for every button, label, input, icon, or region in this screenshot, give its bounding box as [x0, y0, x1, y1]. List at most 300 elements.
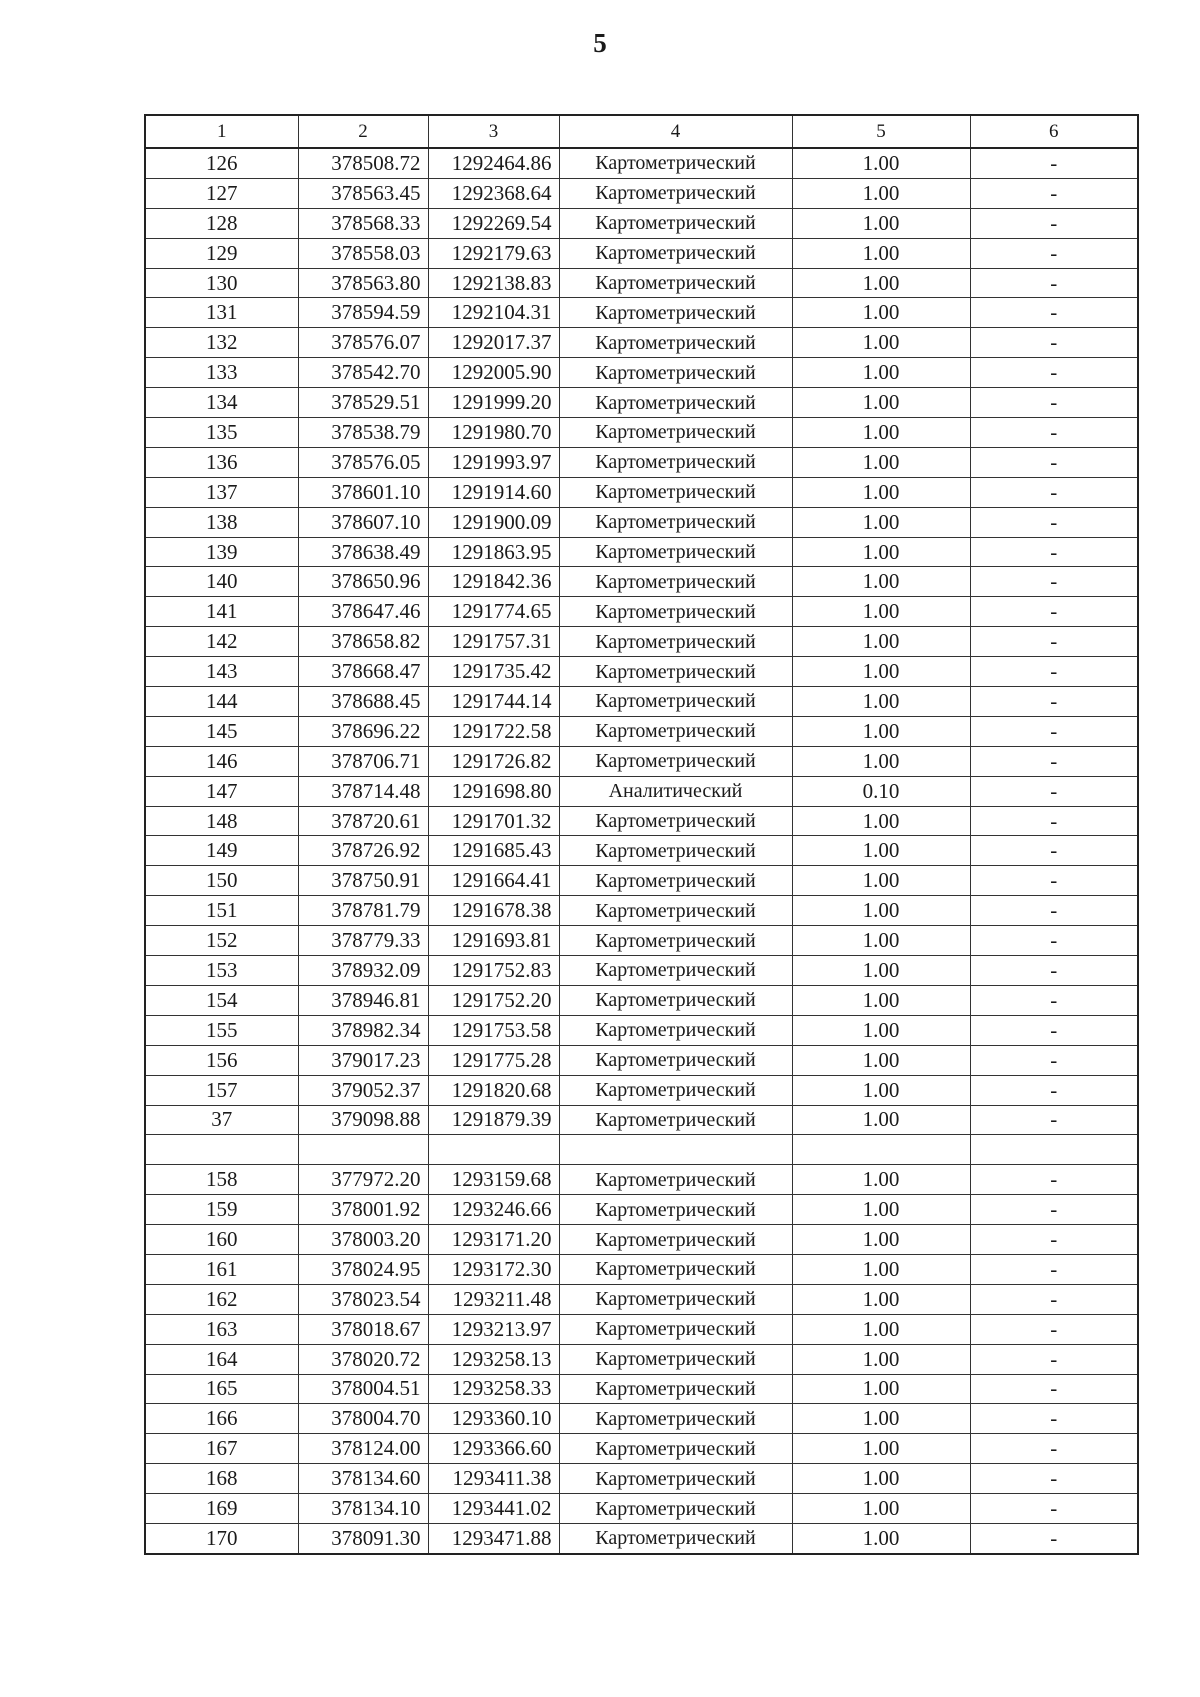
accuracy-cell: 1.00 — [792, 1434, 970, 1464]
column-header: 4 — [559, 115, 792, 148]
x-coordinate-cell: 378001.92 — [298, 1195, 428, 1225]
x-coordinate-cell: 378023.54 — [298, 1284, 428, 1314]
x-coordinate-cell: 378542.70 — [298, 358, 428, 388]
accuracy-cell: 1.00 — [792, 148, 970, 178]
y-coordinate-cell: 1293471.88 — [428, 1523, 559, 1553]
point-number-cell: 144 — [145, 687, 298, 717]
accuracy-cell: 1.00 — [792, 1165, 970, 1195]
y-coordinate-cell: 1293366.60 — [428, 1434, 559, 1464]
note-cell: - — [970, 358, 1138, 388]
point-number-cell: 126 — [145, 148, 298, 178]
y-coordinate-cell: 1293441.02 — [428, 1494, 559, 1524]
table-row — [145, 507, 1138, 537]
table-row — [145, 687, 1138, 717]
table-row — [145, 148, 1138, 178]
point-number-cell: 146 — [145, 746, 298, 776]
x-coordinate-cell: 378004.70 — [298, 1404, 428, 1434]
y-coordinate-cell — [428, 1135, 559, 1165]
x-coordinate-cell: 378020.72 — [298, 1344, 428, 1374]
accuracy-cell: 1.00 — [792, 1105, 970, 1135]
table-row — [145, 477, 1138, 507]
accuracy-cell: 1.00 — [792, 926, 970, 956]
method-cell: Картометрический — [559, 716, 792, 746]
accuracy-cell: 1.00 — [792, 358, 970, 388]
method-cell: Картометрический — [559, 358, 792, 388]
note-cell: - — [970, 1225, 1138, 1255]
table-row — [145, 776, 1138, 806]
y-coordinate-cell: 1291752.83 — [428, 956, 559, 986]
y-coordinate-cell: 1292368.64 — [428, 178, 559, 208]
note-cell: - — [970, 627, 1138, 657]
method-cell: Картометрический — [559, 1075, 792, 1105]
table-row — [145, 537, 1138, 567]
accuracy-cell: 1.00 — [792, 537, 970, 567]
note-cell: - — [970, 1045, 1138, 1075]
x-coordinate-cell: 378563.80 — [298, 268, 428, 298]
method-cell: Картометрический — [559, 836, 792, 866]
point-number-cell: 155 — [145, 1015, 298, 1045]
note-cell: - — [970, 567, 1138, 597]
accuracy-cell: 1.00 — [792, 1284, 970, 1314]
method-cell: Картометрический — [559, 926, 792, 956]
note-cell — [970, 1135, 1138, 1165]
note-cell: - — [970, 208, 1138, 238]
point-number-cell: 142 — [145, 627, 298, 657]
point-number-cell: 134 — [145, 388, 298, 418]
table-row — [145, 746, 1138, 776]
note-cell: - — [970, 328, 1138, 358]
y-coordinate-cell: 1291879.39 — [428, 1105, 559, 1135]
point-number-cell: 168 — [145, 1464, 298, 1494]
note-cell: - — [970, 537, 1138, 567]
y-coordinate-cell: 1291900.09 — [428, 507, 559, 537]
method-cell: Картометрический — [559, 806, 792, 836]
table-row — [145, 1225, 1138, 1255]
method-cell: Аналитический — [559, 776, 792, 806]
method-cell: Картометрический — [559, 148, 792, 178]
accuracy-cell: 1.00 — [792, 447, 970, 477]
table-row — [145, 418, 1138, 448]
note-cell: - — [970, 597, 1138, 627]
y-coordinate-cell: 1291820.68 — [428, 1075, 559, 1105]
y-coordinate-cell: 1291664.41 — [428, 866, 559, 896]
x-coordinate-cell: 378601.10 — [298, 477, 428, 507]
method-cell: Картометрический — [559, 866, 792, 896]
y-coordinate-cell: 1292269.54 — [428, 208, 559, 238]
x-coordinate-cell: 378706.71 — [298, 746, 428, 776]
y-coordinate-cell: 1293213.97 — [428, 1314, 559, 1344]
x-coordinate-cell: 377972.20 — [298, 1165, 428, 1195]
note-cell: - — [970, 1254, 1138, 1284]
point-number-cell: 129 — [145, 238, 298, 268]
method-cell: Картометрический — [559, 1045, 792, 1075]
x-coordinate-cell: 378726.92 — [298, 836, 428, 866]
y-coordinate-cell: 1291980.70 — [428, 418, 559, 448]
method-cell: Картометрический — [559, 1494, 792, 1524]
x-coordinate-cell: 378576.07 — [298, 328, 428, 358]
table-row — [145, 447, 1138, 477]
column-header: 6 — [970, 115, 1138, 148]
note-cell: - — [970, 418, 1138, 448]
method-cell: Картометрический — [559, 1434, 792, 1464]
y-coordinate-cell: 1291701.32 — [428, 806, 559, 836]
x-coordinate-cell: 378720.61 — [298, 806, 428, 836]
point-number-cell: 158 — [145, 1165, 298, 1195]
accuracy-cell: 1.00 — [792, 208, 970, 238]
x-coordinate-cell: 378558.03 — [298, 238, 428, 268]
note-cell: - — [970, 896, 1138, 926]
note-cell: - — [970, 1105, 1138, 1135]
y-coordinate-cell: 1293211.48 — [428, 1284, 559, 1314]
point-number-cell: 128 — [145, 208, 298, 238]
y-coordinate-cell: 1291744.14 — [428, 687, 559, 717]
point-number-cell: 147 — [145, 776, 298, 806]
x-coordinate-cell: 378538.79 — [298, 418, 428, 448]
table-row — [145, 1434, 1138, 1464]
note-cell: - — [970, 178, 1138, 208]
accuracy-cell: 1.00 — [792, 597, 970, 627]
y-coordinate-cell: 1293172.30 — [428, 1254, 559, 1284]
note-cell: - — [970, 866, 1138, 896]
table-row — [145, 268, 1138, 298]
y-coordinate-cell: 1291842.36 — [428, 567, 559, 597]
method-cell: Картометрический — [559, 507, 792, 537]
page-number: 5 — [593, 28, 607, 58]
note-cell: - — [970, 388, 1138, 418]
accuracy-cell: 1.00 — [792, 1464, 970, 1494]
point-number-cell: 153 — [145, 956, 298, 986]
accuracy-cell: 1.00 — [792, 746, 970, 776]
note-cell: - — [970, 1464, 1138, 1494]
method-cell: Картометрический — [559, 657, 792, 687]
y-coordinate-cell: 1293171.20 — [428, 1225, 559, 1255]
point-number-cell: 138 — [145, 507, 298, 537]
accuracy-cell: 1.00 — [792, 627, 970, 657]
y-coordinate-cell: 1292017.37 — [428, 328, 559, 358]
method-cell: Картометрический — [559, 1344, 792, 1374]
table-row — [145, 627, 1138, 657]
accuracy-cell: 1.00 — [792, 1374, 970, 1404]
note-cell: - — [970, 657, 1138, 687]
method-cell: Картометрический — [559, 746, 792, 776]
accuracy-cell: 1.00 — [792, 1045, 970, 1075]
accuracy-cell: 1.00 — [792, 956, 970, 986]
table-row — [145, 657, 1138, 687]
table-row — [145, 388, 1138, 418]
point-number-cell: 164 — [145, 1344, 298, 1374]
table-row — [145, 1344, 1138, 1374]
table-row — [145, 896, 1138, 926]
table-row — [145, 866, 1138, 896]
y-coordinate-cell: 1291698.80 — [428, 776, 559, 806]
y-coordinate-cell: 1293411.38 — [428, 1464, 559, 1494]
table-row — [145, 956, 1138, 986]
point-number-cell: 157 — [145, 1075, 298, 1105]
point-number-cell: 127 — [145, 178, 298, 208]
accuracy-cell: 1.00 — [792, 268, 970, 298]
point-number-cell: 132 — [145, 328, 298, 358]
point-number-cell: 148 — [145, 806, 298, 836]
y-coordinate-cell: 1293360.10 — [428, 1404, 559, 1434]
accuracy-cell: 1.00 — [792, 687, 970, 717]
table-row — [145, 1075, 1138, 1105]
table-row — [145, 1314, 1138, 1344]
table-row — [145, 1464, 1138, 1494]
x-coordinate-cell: 378003.20 — [298, 1225, 428, 1255]
note-cell: - — [970, 1404, 1138, 1434]
point-number-cell: 166 — [145, 1404, 298, 1434]
accuracy-cell: 1.00 — [792, 298, 970, 328]
point-number-cell: 151 — [145, 896, 298, 926]
point-number-cell: 149 — [145, 836, 298, 866]
method-cell: Картометрический — [559, 1105, 792, 1135]
y-coordinate-cell: 1291774.65 — [428, 597, 559, 627]
method-cell: Картометрический — [559, 687, 792, 717]
point-number-cell: 170 — [145, 1523, 298, 1553]
table-row — [145, 1284, 1138, 1314]
accuracy-cell: 1.00 — [792, 985, 970, 1015]
y-coordinate-cell: 1291722.58 — [428, 716, 559, 746]
table-row — [145, 328, 1138, 358]
method-cell: Картометрический — [559, 447, 792, 477]
accuracy-cell: 1.00 — [792, 1523, 970, 1553]
method-cell: Картометрический — [559, 956, 792, 986]
method-cell: Картометрический — [559, 1523, 792, 1553]
note-cell: - — [970, 716, 1138, 746]
accuracy-cell: 1.00 — [792, 178, 970, 208]
x-coordinate-cell: 378568.33 — [298, 208, 428, 238]
x-coordinate-cell: 378781.79 — [298, 896, 428, 926]
table-row — [145, 597, 1138, 627]
point-number-cell: 160 — [145, 1225, 298, 1255]
accuracy-cell: 1.00 — [792, 388, 970, 418]
point-number-cell: 152 — [145, 926, 298, 956]
accuracy-cell: 1.00 — [792, 507, 970, 537]
point-number-cell: 162 — [145, 1284, 298, 1314]
column-header: 5 — [792, 115, 970, 148]
x-coordinate-cell — [298, 1135, 428, 1165]
note-cell: - — [970, 1434, 1138, 1464]
point-number-cell: 37 — [145, 1105, 298, 1135]
accuracy-cell: 1.00 — [792, 1075, 970, 1105]
method-cell: Картометрический — [559, 268, 792, 298]
table-row — [145, 1195, 1138, 1225]
x-coordinate-cell: 378134.10 — [298, 1494, 428, 1524]
note-cell: - — [970, 687, 1138, 717]
accuracy-cell: 1.00 — [792, 896, 970, 926]
accuracy-cell: 1.00 — [792, 1225, 970, 1255]
note-cell: - — [970, 1015, 1138, 1045]
method-cell — [559, 1135, 792, 1165]
x-coordinate-cell: 378658.82 — [298, 627, 428, 657]
method-cell: Картометрический — [559, 1225, 792, 1255]
y-coordinate-cell: 1291993.97 — [428, 447, 559, 477]
x-coordinate-cell: 378647.46 — [298, 597, 428, 627]
accuracy-cell: 1.00 — [792, 1494, 970, 1524]
method-cell: Картометрический — [559, 1165, 792, 1195]
table-row — [145, 178, 1138, 208]
point-number-cell: 154 — [145, 985, 298, 1015]
method-cell: Картометрический — [559, 1314, 792, 1344]
point-number-cell: 159 — [145, 1195, 298, 1225]
method-cell: Картометрический — [559, 418, 792, 448]
method-cell: Картометрический — [559, 208, 792, 238]
y-coordinate-cell: 1292005.90 — [428, 358, 559, 388]
point-number-cell: 156 — [145, 1045, 298, 1075]
note-cell: - — [970, 1075, 1138, 1105]
point-number-cell: 165 — [145, 1374, 298, 1404]
note-cell: - — [970, 268, 1138, 298]
x-coordinate-cell: 379052.37 — [298, 1075, 428, 1105]
method-cell: Картометрический — [559, 537, 792, 567]
y-coordinate-cell: 1291752.20 — [428, 985, 559, 1015]
x-coordinate-cell: 379017.23 — [298, 1045, 428, 1075]
table-row — [145, 1523, 1138, 1553]
note-cell: - — [970, 477, 1138, 507]
method-cell: Картометрический — [559, 388, 792, 418]
y-coordinate-cell: 1291775.28 — [428, 1045, 559, 1075]
x-coordinate-cell: 378124.00 — [298, 1434, 428, 1464]
accuracy-cell: 1.00 — [792, 328, 970, 358]
note-cell: - — [970, 806, 1138, 836]
point-number-cell: 169 — [145, 1494, 298, 1524]
table-row — [145, 985, 1138, 1015]
table-row — [145, 1015, 1138, 1045]
point-number-cell: 135 — [145, 418, 298, 448]
y-coordinate-cell: 1291678.38 — [428, 896, 559, 926]
accuracy-cell: 1.00 — [792, 1344, 970, 1374]
x-coordinate-cell: 378932.09 — [298, 956, 428, 986]
note-cell: - — [970, 746, 1138, 776]
method-cell: Картометрический — [559, 328, 792, 358]
accuracy-cell: 1.00 — [792, 1404, 970, 1434]
table-row — [145, 806, 1138, 836]
accuracy-cell: 1.00 — [792, 477, 970, 507]
method-cell: Картометрический — [559, 238, 792, 268]
accuracy-cell: 1.00 — [792, 418, 970, 448]
method-cell: Картометрический — [559, 298, 792, 328]
method-cell: Картометрический — [559, 1284, 792, 1314]
x-coordinate-cell: 378024.95 — [298, 1254, 428, 1284]
point-number-cell — [145, 1135, 298, 1165]
table-row — [145, 238, 1138, 268]
accuracy-cell: 1.00 — [792, 1254, 970, 1284]
y-coordinate-cell: 1291863.95 — [428, 537, 559, 567]
point-number-cell: 150 — [145, 866, 298, 896]
note-cell: - — [970, 238, 1138, 268]
y-coordinate-cell: 1292179.63 — [428, 238, 559, 268]
method-cell: Картометрический — [559, 1195, 792, 1225]
method-cell: Картометрический — [559, 597, 792, 627]
method-cell: Картометрический — [559, 1404, 792, 1434]
table-row — [145, 567, 1138, 597]
point-number-cell: 163 — [145, 1314, 298, 1344]
note-cell: - — [970, 776, 1138, 806]
y-coordinate-cell: 1291753.58 — [428, 1015, 559, 1045]
table-row — [145, 1135, 1138, 1165]
point-number-cell: 167 — [145, 1434, 298, 1464]
x-coordinate-cell: 378714.48 — [298, 776, 428, 806]
note-cell: - — [970, 956, 1138, 986]
accuracy-cell: 1.00 — [792, 866, 970, 896]
accuracy-cell: 1.00 — [792, 1015, 970, 1045]
note-cell: - — [970, 1195, 1138, 1225]
x-coordinate-cell: 379098.88 — [298, 1105, 428, 1135]
table-row — [145, 926, 1138, 956]
method-cell: Картометрический — [559, 627, 792, 657]
y-coordinate-cell: 1291735.42 — [428, 657, 559, 687]
point-number-cell: 143 — [145, 657, 298, 687]
note-cell: - — [970, 1344, 1138, 1374]
point-number-cell: 139 — [145, 537, 298, 567]
y-coordinate-cell: 1293159.68 — [428, 1165, 559, 1195]
note-cell: - — [970, 926, 1138, 956]
x-coordinate-cell: 378018.67 — [298, 1314, 428, 1344]
x-coordinate-cell: 378750.91 — [298, 866, 428, 896]
y-coordinate-cell: 1291726.82 — [428, 746, 559, 776]
y-coordinate-cell: 1291693.81 — [428, 926, 559, 956]
accuracy-cell — [792, 1135, 970, 1165]
y-coordinate-cell: 1293258.33 — [428, 1374, 559, 1404]
table-row — [145, 1494, 1138, 1524]
x-coordinate-cell: 378688.45 — [298, 687, 428, 717]
method-cell: Картометрический — [559, 1374, 792, 1404]
table-row — [145, 836, 1138, 866]
point-number-cell: 133 — [145, 358, 298, 388]
note-cell: - — [970, 1494, 1138, 1524]
note-cell: - — [970, 1374, 1138, 1404]
note-cell: - — [970, 148, 1138, 178]
method-cell: Картометрический — [559, 567, 792, 597]
point-number-cell: 145 — [145, 716, 298, 746]
accuracy-cell: 1.00 — [792, 836, 970, 866]
accuracy-cell: 1.00 — [792, 567, 970, 597]
table-row — [145, 1374, 1138, 1404]
table-row — [145, 298, 1138, 328]
table-row — [145, 1254, 1138, 1284]
note-cell: - — [970, 507, 1138, 537]
y-coordinate-cell: 1293258.13 — [428, 1344, 559, 1374]
method-cell: Картометрический — [559, 477, 792, 507]
note-cell: - — [970, 298, 1138, 328]
note-cell: - — [970, 836, 1138, 866]
y-coordinate-cell: 1291914.60 — [428, 477, 559, 507]
point-number-cell: 141 — [145, 597, 298, 627]
y-coordinate-cell: 1291757.31 — [428, 627, 559, 657]
table-row — [145, 716, 1138, 746]
column-header: 3 — [428, 115, 559, 148]
table-row — [145, 1105, 1138, 1135]
x-coordinate-cell: 378004.51 — [298, 1374, 428, 1404]
method-cell: Картометрический — [559, 896, 792, 926]
accuracy-cell: 1.00 — [792, 716, 970, 746]
y-coordinate-cell: 1292464.86 — [428, 148, 559, 178]
column-header: 1 — [145, 115, 298, 148]
accuracy-cell: 1.00 — [792, 657, 970, 687]
method-cell: Картометрический — [559, 1464, 792, 1494]
x-coordinate-cell: 378529.51 — [298, 388, 428, 418]
table-row — [145, 1045, 1138, 1075]
method-cell: Картометрический — [559, 178, 792, 208]
note-cell: - — [970, 1314, 1138, 1344]
accuracy-cell: 1.00 — [792, 238, 970, 268]
x-coordinate-cell: 378563.45 — [298, 178, 428, 208]
y-coordinate-cell: 1291999.20 — [428, 388, 559, 418]
point-number-cell: 140 — [145, 567, 298, 597]
note-cell: - — [970, 1165, 1138, 1195]
table-row — [145, 1404, 1138, 1434]
point-number-cell: 136 — [145, 447, 298, 477]
